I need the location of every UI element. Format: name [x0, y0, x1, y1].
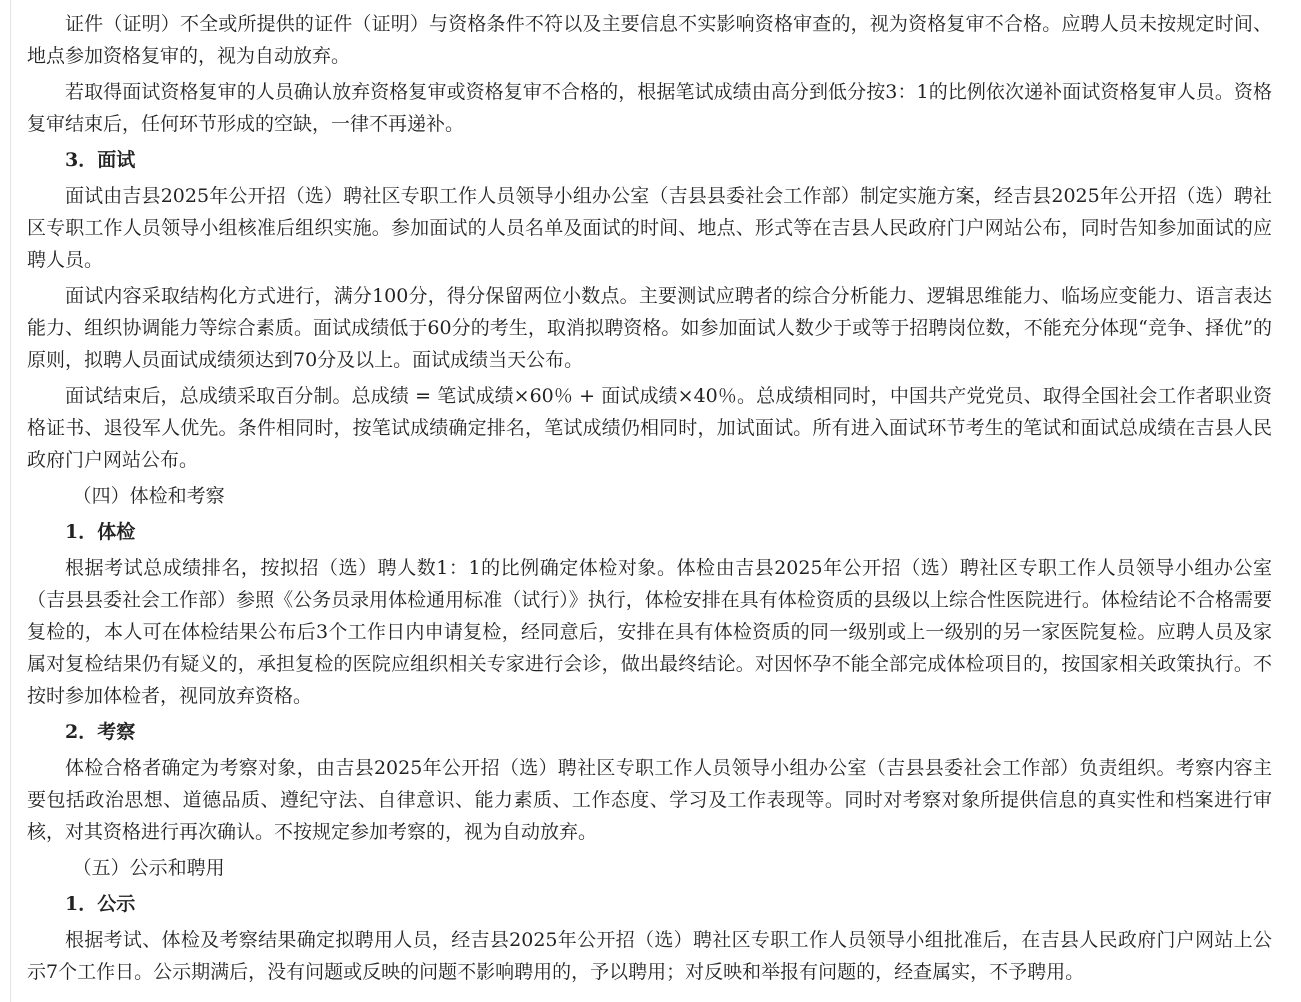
- section-title-publicity-and-employment: （五）公示和聘用: [72, 857, 225, 879]
- heading-inspection: 2．考察: [65, 721, 136, 743]
- paragraph-review-unqualified: 证件（证明）不全或所提供的证件（证明）与资格条件不符以及主要信息不实影响资格审查的，视为资格复审不合格。应聘人员未按规定时间、地点参加资格复审的，视为自动放弃。: [27, 13, 1272, 67]
- section-title-physical-exam-and-inspection: （四）体检和考察: [72, 485, 225, 507]
- paragraph-total-score: 面试结束后，总成绩采取百分制。总成绩 = 笔试成绩×60％ + 面试成绩×40％。总成绩相同时，中国共产党党员、取得全国社会工作者职业资格证书、退役军人优先。条件相同时，按笔试成绩确定排名，笔试成绩仍相同时，加试面试。所有进入面试环节考生的笔试和面试总成绩在吉县人民政府门户网站公布。: [27, 385, 1272, 471]
- paragraph-publicity: 根据考试、体检及考察结果确定拟聘用人员，经吉县2025年公开招（选）聘社区专职工作人员领导小组批准后，在吉县人民政府门户网站上公示7个工作日。公示期满后，没有问题或反映的问题不影响聘用的，予以聘用；对反映和举报有问题的，经查属实，不予聘用。: [27, 929, 1272, 983]
- page-left-border: [10, 0, 11, 1002]
- paragraph-interview-organization: 面试由吉县2025年公开招（选）聘社区专职工作人员领导小组办公室（吉县县委社会工作部）制定实施方案，经吉县2025年公开招（选）聘社区专职工作人员领导小组核准后组织实施。参加面试的人员名单及面试的时间、地点、形式等在吉县人民政府门户网站公布，同时告知参加面试的应聘人员。: [27, 185, 1272, 271]
- heading-publicity: 1．公示: [65, 893, 136, 915]
- paragraph-physical-exam: 根据考试总成绩排名，按拟招（选）聘人数1：1的比例确定体检对象。体检由吉县2025年公开招（选）聘社区专职工作人员领导小组办公室（吉县县委社会工作部）参照《公务员录用体检通用标准（试行）》执行，体检安排在具有体检资质的县级以上综合性医院进行。体检结论不合格需要复检的，本人可在体检结果公布后3个工作日内申请复检，经同意后，安排在具有体检资质的同一级别或上一级别的另一家医院复检。应聘人员及家属对复检结果仍有疑义的，承担复检的医院应组织相关专家进行会诊，做出最终结论。对因怀孕不能全部完成体检项目的，按国家相关政策执行。不按时参加体检者，视同放弃资格。: [27, 557, 1272, 707]
- paragraph-review-replacement: 若取得面试资格复审的人员确认放弃资格复审或资格复审不合格的，根据笔试成绩由高分到低分按3：1的比例依次递补面试资格复审人员。资格复审结束后，任何环节形成的空缺，一律不再递补。: [27, 81, 1272, 135]
- heading-physical-exam: 1．体检: [65, 521, 136, 543]
- paragraph-inspection: 体检合格者确定为考察对象，由吉县2025年公开招（选）聘社区专职工作人员领导小组办公室（吉县县委社会工作部）负责组织。考察内容主要包括政治思想、道德品质、遵纪守法、自律意识、能力素质、工作态度、学习及工作表现等。同时对考察对象所提供信息的真实性和档案进行审核，对其资格进行再次确认。不按规定参加考察的，视为自动放弃。: [27, 757, 1272, 843]
- paragraph-interview-content: 面试内容采取结构化方式进行，满分100分，得分保留两位小数点。主要测试应聘者的综合分析能力、逻辑思维能力、临场应变能力、语言表达能力、组织协调能力等综合素质。面试成绩低于60分的考生，取消拟聘资格。如参加面试人数少于或等于招聘岗位数，不能充分体现“竞争、择优”的原则，拟聘人员面试成绩须达到70分及以上。面试成绩当天公布。: [27, 285, 1272, 371]
- heading-interview: 3．面试: [65, 149, 136, 171]
- article-body: [27, 8, 1272, 988]
